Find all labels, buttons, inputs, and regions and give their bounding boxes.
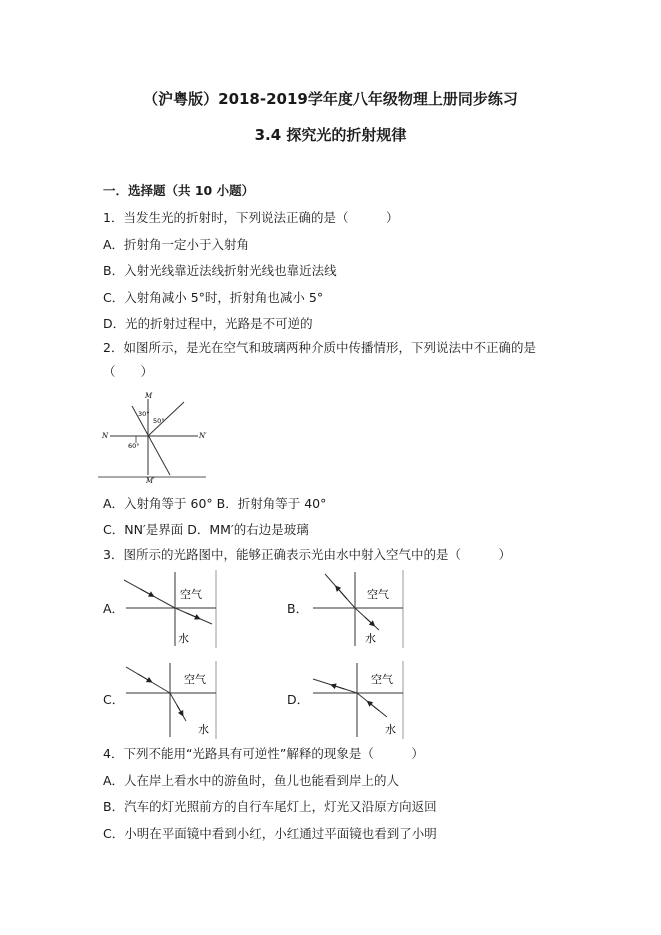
label-water: 水	[198, 723, 209, 736]
question-1-option-a: A．折射角一定小于入射角	[103, 237, 250, 252]
question-3-option-b-label: B．	[287, 601, 309, 616]
label-m-prime: M′	[146, 477, 155, 485]
label-50deg: 50°	[153, 417, 165, 425]
refraction-diagram-q2	[98, 385, 213, 485]
label-air: 空气	[184, 673, 206, 686]
page-title: （沪粤版）2018-2019学年度八年级物理上册同步练习	[143, 90, 518, 108]
label-air: 空气	[367, 588, 389, 601]
question-2-options-ab: A．入射角等于 60° B．折射角等于 40°	[103, 496, 327, 511]
question-1-option-b: B．入射光线靠近法线折射光线也靠近法线	[103, 263, 337, 278]
label-water: 水	[385, 723, 396, 736]
question-3-option-a-label: A．	[103, 601, 125, 616]
question-3-stem: 3．图所示的光路图中，能够正确表示光由水中射入空气中的是（ ）	[103, 547, 511, 562]
label-water: 水	[178, 632, 189, 645]
question-2-stem-cont: （ ）	[103, 364, 154, 379]
label-water: 水	[365, 632, 376, 645]
question-1-stem: 1．当发生光的折射时，下列说法正确的是（ ）	[103, 210, 399, 225]
question-4-option-b: B．汽车的灯光照前方的自行车尾灯上，灯光又沿原方向返回	[103, 799, 437, 814]
section-heading: 一．选择题（共 10 小题）	[103, 183, 255, 198]
question-4-option-c: C．小明在平面镜中看到小红，小红通过平面镜也看到了小明	[103, 826, 437, 841]
label-n: N	[102, 432, 109, 440]
label-air: 空气	[180, 588, 202, 601]
light-path-figure-b	[307, 568, 407, 650]
question-2-stem: 2．如图所示，是光在空气和玻璃两种介质中传播情形，下列说法中不正确的是	[103, 340, 536, 355]
label-air: 空气	[371, 673, 393, 686]
label-30deg: 30°	[138, 410, 150, 418]
light-path-figure-a	[120, 568, 220, 650]
question-4-stem: 4．下列不能用“光路具有可逆性”解释的现象是（ ）	[103, 746, 424, 761]
light-path-figure-d	[307, 659, 407, 741]
label-n-prime: N′	[199, 432, 207, 440]
question-3-option-d-label: D．	[287, 692, 310, 707]
page-subtitle: 3.4 探究光的折射规律	[254, 126, 407, 144]
label-60deg: 60°	[128, 442, 140, 450]
question-4-option-a: A．人在岸上看水中的游鱼时，鱼儿也能看到岸上的人	[103, 773, 400, 788]
question-3-option-c-label: C．	[103, 692, 125, 707]
question-1-option-d: D．光的折射过程中，光路是不可逆的	[103, 316, 313, 331]
question-1-option-c: C．入射角减小 5°时，折射角也减小 5°	[103, 290, 324, 305]
label-m: M	[145, 392, 153, 400]
question-2-options-cd: C．NN′是界面 D．MM′的右边是玻璃	[103, 522, 309, 537]
light-path-figure-c	[120, 659, 220, 741]
